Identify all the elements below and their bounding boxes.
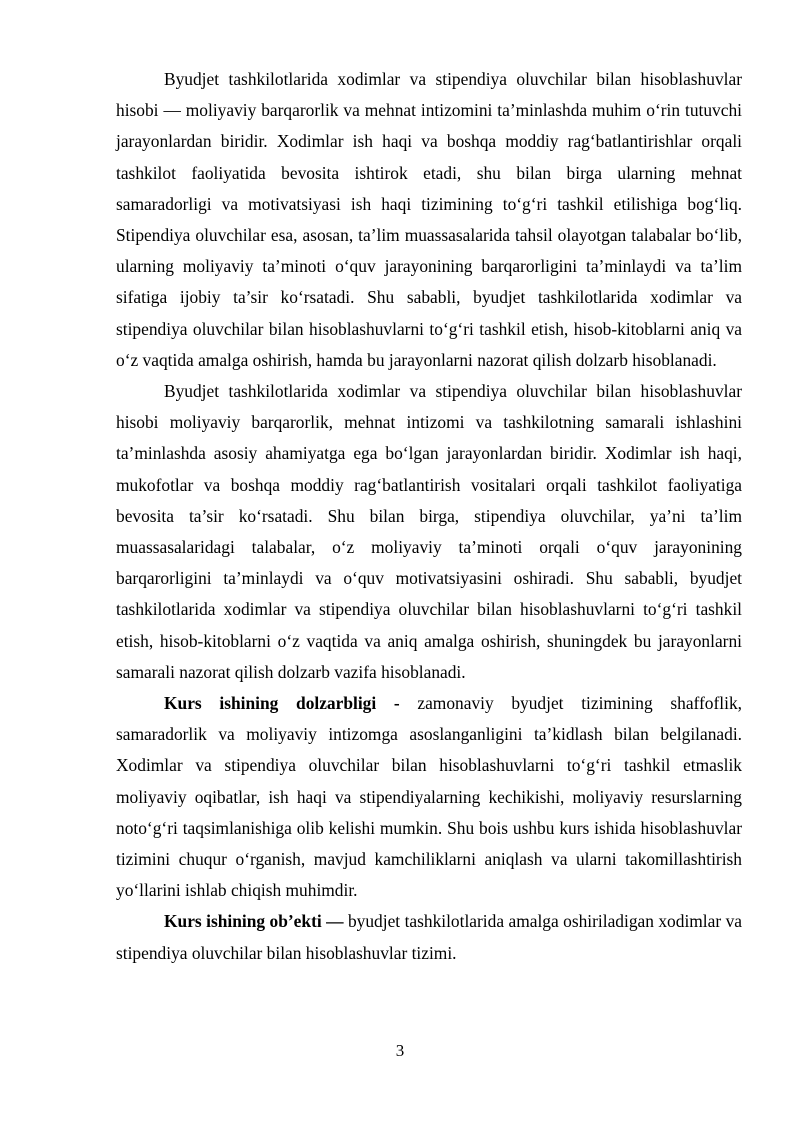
paragraph-intro [116, 64, 742, 376]
paragraph-heading-relevance: Kurs ishining dolzarbligi - [164, 693, 400, 714]
paragraph-importance [116, 376, 742, 688]
paragraph-text: zamonaviy byudjet tizimining shaffoflik, samaradorlik va moliyaviy intizomga asoslanganligini ta’kidlash bilan belgilanadi. Xodimlar va stipendiya oluvchilar bilan hisoblashuvlarni to‘g‘ri tashkil etmaslik moliyaviy oqibatlar, ish haqi va stipendiyalarning kechikishi, moliyaviy resurslarning noto‘g‘ri taqsimlanishiga olib kelishi mumkin. Shu bois ushbu kurs ishida hisoblashuvlar tizimini chuqur o‘rganish, mavjud kamchiliklarni aniqlash va ularni takomillashtirish yo‘llarini ishlab chiqish muhimdir. [116, 693, 743, 901]
paragraph-text: Byudjet tashkilotlarida xodimlar va stipendiya oluvchilar bilan hisoblashuvlar hisobi moliyaviy barqarorlik, mehnat intizomi va tashkilotning samarali ishlashini ta’minlashda asosiy ahamiyatga ega bo‘lgan jarayonlardan biridir. Xodimlar ish haqi, mukofotlar va boshqa moddiy rag‘batlantirish vositalari orqali tashkilot faoliyatiga bevosita ta’sir ko‘rsatadi. Shu bilan birga, stipendiya oluvchilar, ya’ni ta’lim muassasalaridagi talabalar, o‘z moliyaviy ta’minoti orqali o‘quv jarayonining barqarorligini ta’minlaydi va o‘quv motivatsiyasini oshiradi. Shu sababli, byudjet tashkilotlarida xodimlar va stipendiya oluvchilar bilan hisoblashuvlarni to‘g‘ri tashkil etish, hisob-kitoblarni o‘z vaqtida va aniq amalga oshirish, shuningdek bu jarayonlarni samarali nazorat qilish dolzarb vazifa hisoblanadi. [116, 381, 742, 682]
paragraph-heading-object: Kurs ishining ob’ekti — [164, 911, 344, 932]
paragraph-text: byudjet tashkilotlarida amalga oshiriladigan xodimlar va stipendiya oluvchilar bilan hisoblashuvlar tizimi. [116, 911, 742, 963]
paragraph-text: Byudjet tashkilotlarida xodimlar va stipendiya oluvchilar bilan hisoblashuvlar hisobi — moliyaviy barqarorlik va mehnat intizomini ta’minlashda muhim o‘rin tutuvchi jarayonlardan biridir. Xodimlar ish haqi va boshqa moddiy rag‘batlantirishlar orqali tashkilot faoliyatida bevosita ishtirok etadi, shu bilan birga ularning mehnat samaradorligi va motivatsiyasi ish haqi tizimining to‘g‘ri tashkil etilishiga bog‘liq. Stipendiya oluvchilar esa, asosan, ta’lim muassasalarida tahsil olayotgan talabalar bo‘lib, ularning moliyaviy ta’minoti o‘quv jarayonining barqarorligini ta’minlaydi va ta’lim sifatiga ijobiy ta’sir ko‘rsatadi. Shu sababli, byudjet tashkilotlarida xodimlar va stipendiya oluvchilar bilan hisoblashuvlarni to‘g‘ri tashkil etish, hisob-kitoblarni aniq va o‘z vaqtida amalga oshirish, hamda bu jarayonlarni nazorat qilish dolzarb hisoblanadi. [116, 69, 742, 370]
page-number: 3 [395, 1041, 405, 1060]
paragraph-relevance [116, 688, 742, 906]
paragraph-object [116, 906, 742, 968]
document-page [116, 64, 742, 969]
